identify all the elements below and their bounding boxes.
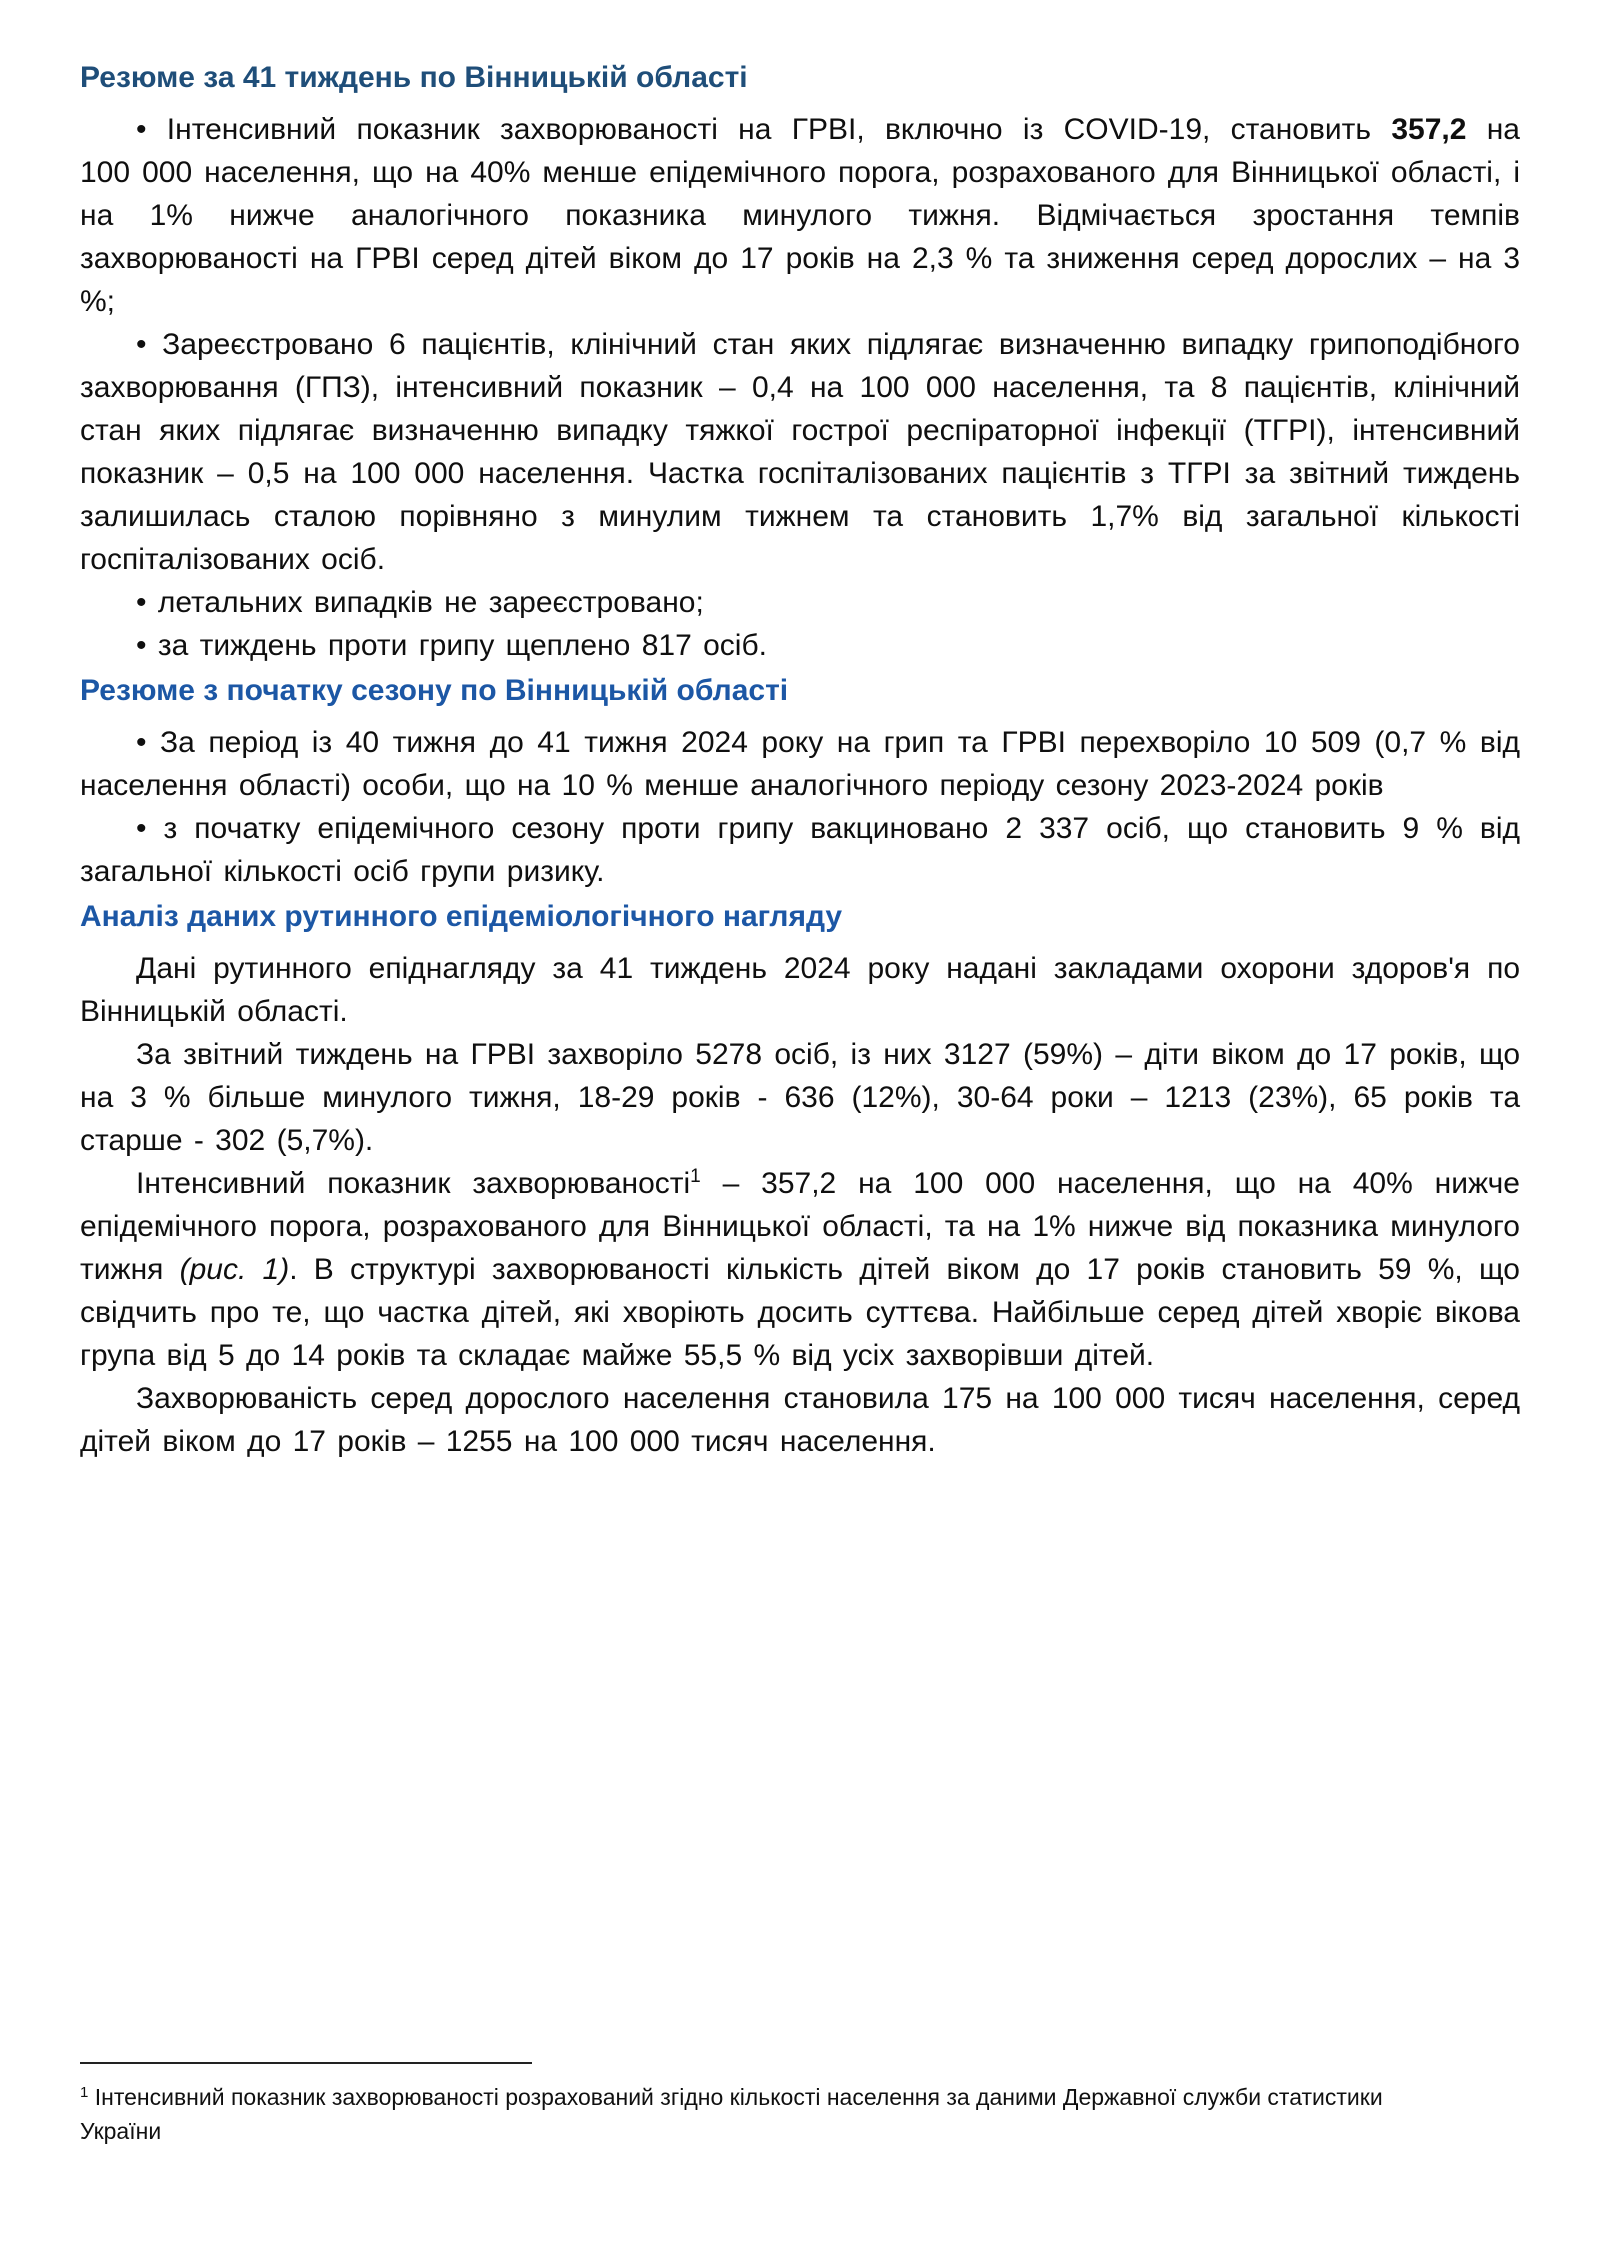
text-segment: • з початку епідемічного сезону проти грипу вакциновано 2 337 осіб, що становить 9 % від загальної кількості осіб групи ризику. <box>80 812 1520 888</box>
para-data-source <box>80 947 1520 1033</box>
text-segment: • Інтенсивний показник захворюваності на ГРВІ, включно із COVID-19, становить <box>136 113 1392 146</box>
text-segment: . В структурі захворюваності кількість дітей віком до 17 років становить 59 %, що свідчить про те, що частка дітей, які хворіють досить суттєва. Найбільше серед дітей хворіє вікова група від 5 до 14 років та складає майже 55,5 % від усіх захворівши дітей. <box>80 1253 1520 1372</box>
bullet-season-cases <box>80 721 1520 807</box>
text-segment: Захворюваність серед дорослого населення становила 175 на 100 000 тисяч населення, серед дітей віком до 17 років – 1255 на 100 000 тисяч населення. <box>80 1382 1520 1458</box>
text-segment: За звітний тиждень на ГРВІ захворіло 5278 осіб, із них 3127 (59%) – діти віком до 17 років, що на 3 % більше минулого тижня, 18-29 років - 636 (12%), 30-64 роки – 1213 (23%), 65 років та старше - 302 (5,7%). <box>80 1038 1520 1157</box>
figure-reference: (рис. 1) <box>179 1253 290 1286</box>
text-segment: • За період із 40 тижня до 41 тижня 2024 року на грип та ГРВІ перехворіло 10 509 (0,7 % від населення області) особи, що на 10 % менше аналогічного періоду сезону 2023-2024 років <box>80 726 1520 802</box>
footnote-marker: 1 <box>80 2084 89 2101</box>
text-segment: Дані рутинного епіднагляду за 41 тиждень 2024 року надані закладами охорони здоров'я по Вінницькій області. <box>80 952 1520 1028</box>
text-segment: Резюме за 41 тиждень по Вінницькій області <box>80 61 748 94</box>
bullet-season-vaccination <box>80 807 1520 893</box>
bullet-incidence-rate <box>80 108 1520 323</box>
incidence-rate-value: 357,2 <box>1391 113 1467 146</box>
para-intensive-indicator <box>80 1162 1520 1377</box>
bullet-ili-sari-cases <box>80 323 1520 581</box>
text-segment: Інтенсивний показник захворюваності розрахований згідно кількості населення за даними Державної служби статистики України <box>80 2084 1383 2144</box>
footnote-reference: 1 <box>690 1166 701 1187</box>
text-segment: на 100 000 населення, що на 40% менше епідемічного порога, розрахованого для Вінницької області, і на 1% нижче аналогічного показника минулого тижня. Відмічається зростання темпів захворюваності на ГРВІ серед дітей віком до 17 років на 2,3 % та зниження серед дорослих – на 3 %; <box>80 113 1520 318</box>
text-segment: • летальних випадків не зареєстровано; <box>136 586 704 619</box>
text-segment: Інтенсивний показник захворюваності <box>136 1167 691 1200</box>
heading-week-summary <box>80 58 1520 98</box>
text-segment: – 357,2 на 100 000 населення, що на 40% нижче епідемічного порога, розрахованого для Вінницької області, та на 1% нижче від показника минулого тижня <box>80 1167 1520 1286</box>
text-segment: Резюме з початку сезону по Вінницькій області <box>80 674 789 707</box>
footnote-text <box>80 2080 1450 2148</box>
text-segment: • Зареєстровано 6 пацієнтів, клінічний стан яких підлягає визначенню випадку грипоподібного захворювання (ГПЗ), інтенсивний показник – 0,4 на 100 000 населення, та 8 пацієнтів, клінічний стан яких підлягає визначенню випадку тяжкої гострої респіраторної інфекції (ТГРІ), інтенсивний показник – 0,5 на 100 000 населення. Частка госпіталізованих пацієнтів з ТГРІ за звітний тиждень залишилась сталою порівняно з минулим тижнем та становить 1,7% від загальної кількості госпіталізованих осіб. <box>80 328 1520 576</box>
footnote-separator <box>80 2062 532 2064</box>
bullet-lethal-cases <box>80 581 1520 624</box>
para-weekly-structure <box>80 1033 1520 1162</box>
heading-routine-surveillance <box>80 897 1520 937</box>
bullet-weekly-vaccination <box>80 624 1520 667</box>
para-adult-child-incidence <box>80 1377 1520 1463</box>
text-segment: Аналіз даних рутинного епідеміологічного нагляду <box>80 900 843 933</box>
heading-season-summary <box>80 671 1520 711</box>
text-segment: • за тиждень проти грипу щеплено 817 осіб. <box>136 629 767 662</box>
footnote-area <box>80 2062 1520 2148</box>
document-content <box>80 54 1520 1463</box>
